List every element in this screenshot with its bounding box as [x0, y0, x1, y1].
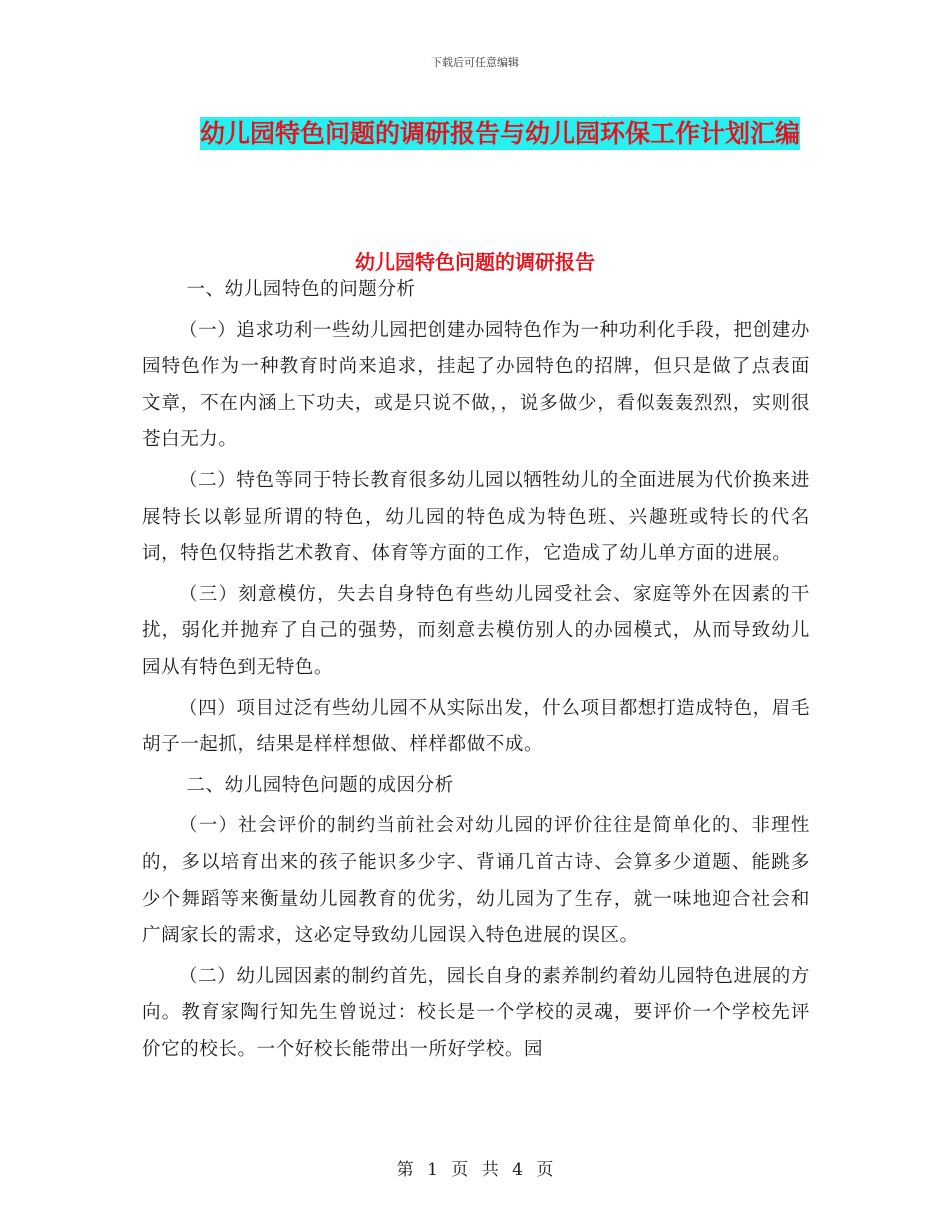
header-note: 下载后可任意编辑	[431, 56, 519, 69]
page-footer: 第 1 页 共 4 页	[396, 1160, 554, 1180]
paragraph: （二）幼儿园因素的制约首先，园长自身的素养制约着幼儿园特色进展的方向。教育家陶行知先生曾说过：校长是一个学校的灵魂，要评价一个学校先评价它的校长。一个好校长能带出一所好学校。园	[142, 965, 810, 1060]
paragraph: （三）刻意模仿，失去自身特色有些幼儿园受社会、家庭等外在因素的干扰，弱化并抛弃了自己的强势，而刻意去模仿别人的办园模式，从而导致幼儿园从有特色到无特色。	[142, 583, 810, 678]
paragraph: （四）项目过泛有些幼儿园不从实际出发，什么项目都想打造成特色，眉毛胡子一起抓，结果是样样想做、样样都做不成。	[142, 697, 810, 756]
paragraph: （二）特色等同于特长教育很多幼儿园以牺牲幼儿的全面进展为代价换来进展特长以彰显所谓的特色，幼儿园的特色成为特色班、兴趣班或特长的代名词，特色仅特指艺术教育、体育等方面的工作，它造成了幼儿单方面的进展。	[142, 469, 810, 565]
body-text	[142, 272, 810, 1068]
document-title	[195, 110, 805, 158]
paragraph: （一）追求功利一些幼儿园把创建办园特色作为一种功利化手段，把创建办园特色作为一种教育时尚来追求，挂起了办园特色的招牌，但只是做了点表面文章，不在内涵上下功夫，或是只说不做，，说多做少，看似轰轰烈烈，实则很苍白无力。	[142, 319, 810, 451]
paragraph-heading-2: 二、幼儿园特色问题的成因分析	[186, 774, 454, 796]
paragraph: （一）社会评价的制约当前社会对幼儿园的评价往往是简单化的、非理性的，多以培育出来的孩子能识多少字、背诵几首古诗、会算多少道题、能跳多少个舞蹈等来衡量幼儿园教育的优劣，幼儿园为了生存，就一味地迎合社会和广阔家长的需求，这必定导致幼儿园误入特色进展的误区。	[142, 815, 810, 947]
paragraph-heading-1: 一、幼儿园特色的问题分析	[186, 279, 416, 300]
document-title-text: 幼儿园特色问题的调研报告与幼儿园环保工作计划汇编	[199, 119, 800, 148]
section-title: 幼儿园特色问题的调研报告	[355, 250, 595, 274]
